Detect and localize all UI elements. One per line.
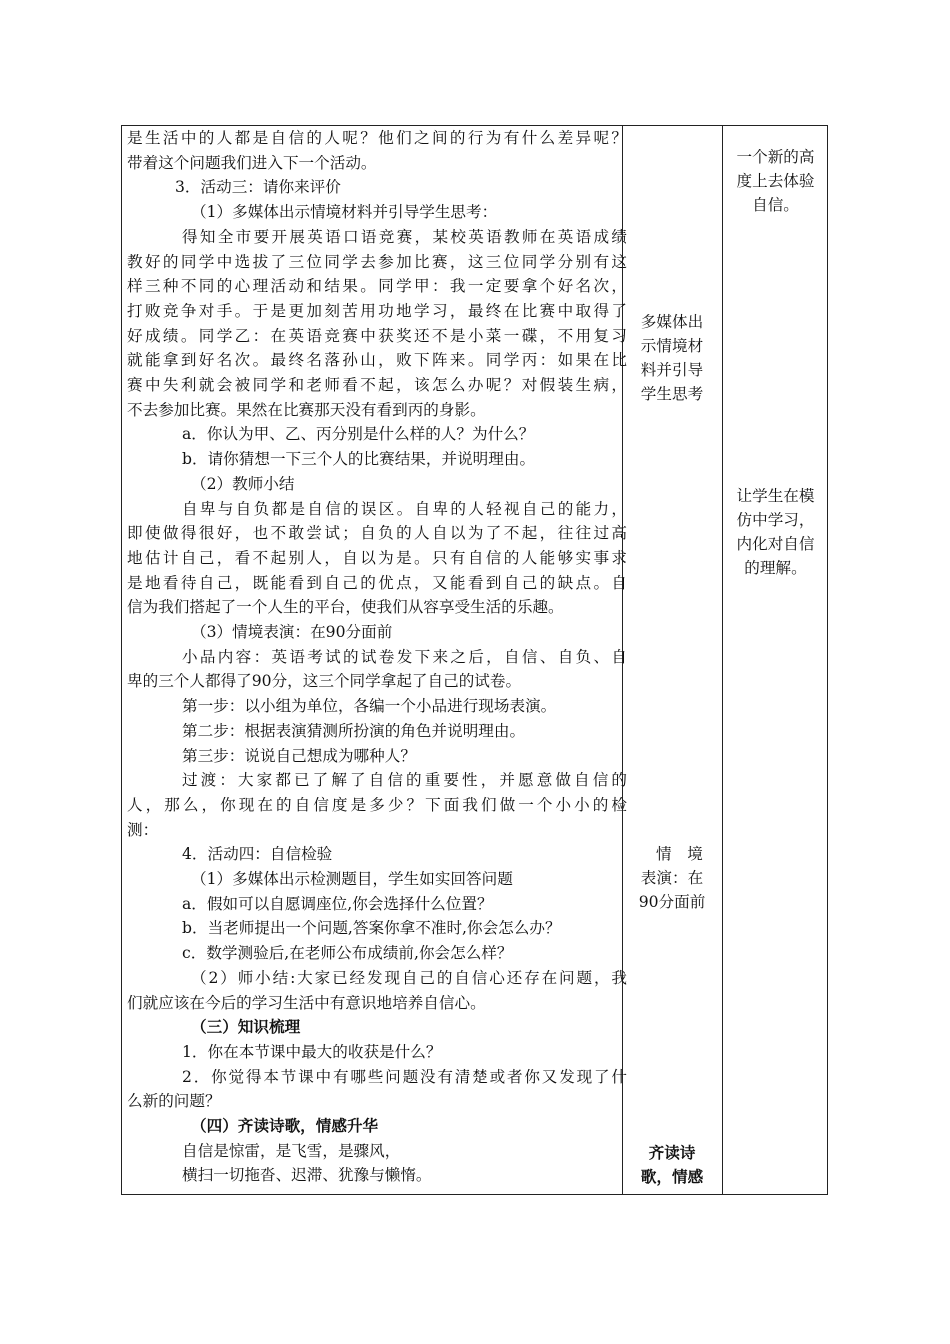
text-line: 么新的问题？ <box>127 1092 221 1111</box>
note-line: 一个新的高 <box>736 148 815 166</box>
text-line: 小品内容：英语考试的试卷发下来之后，自信、自负、自 <box>182 647 627 666</box>
text-line: 是生活中的人都是自信的人呢？他们之间的行为有什么差异呢？ <box>127 129 627 147</box>
text-line: 信为我们搭起了一个人生的平台，使我们从容享受生活的乐趣。 <box>127 598 564 617</box>
text-line: 自卑与自负都是自信的误区。自卑的人轻视自己的能力， <box>182 499 627 518</box>
text-line: 3．活动三：请你来评价 <box>175 178 341 197</box>
text-line: c．数学测验后,在老师公布成绩前,你会怎么样？ <box>182 944 513 963</box>
teaching-process-column <box>122 126 630 1194</box>
design-intent-column <box>722 126 829 1194</box>
text-line: 打败竞争对手。于是更加刻苦用功地学习，最终在比赛中取得了 <box>127 301 627 320</box>
text-line: 第一步：以小组为单位，各编一个小品进行现场表演。 <box>182 697 557 716</box>
text-line: 4．活动四：自信检验 <box>182 845 333 864</box>
note-line: 料并引导 <box>640 361 704 379</box>
note-line: 90分面前 <box>638 893 706 911</box>
note-line: 情 境 <box>656 845 703 863</box>
text-line: 测： <box>127 820 159 839</box>
text-line: 带着这个问题我们进入下一个活动。 <box>127 153 377 172</box>
text-line: 是地看待自己，既能看到自己的优点，又能看到自己的缺点。自 <box>127 573 627 592</box>
text-line: 卑的三个人都得了90分，这三个同学拿起了自己的试卷。 <box>127 672 522 691</box>
text-line: 第二步：根据表演猜测所扮演的角色并说明理由。 <box>182 721 526 740</box>
note-line: 自信。 <box>752 196 799 214</box>
text-line: 1．你在本节课中最大的收获是什么？ <box>182 1042 442 1061</box>
text-line: 地估计自己，看不起别人，自以为是。只有自信的人能够实事求 <box>127 548 627 567</box>
text-line: 样三种不同的心理活动和结果。同学甲：我一定要拿个好名次， <box>127 277 627 296</box>
text-line: 不去参加比赛。果然在比赛那天没有看到丙的身影。 <box>127 400 486 419</box>
text-line: （四）齐读诗歌，情感升华 <box>191 1116 379 1135</box>
text-line: （2）师小结:大家已经发现自己的自信心还存在问题，我 <box>191 968 627 987</box>
intent-note-imitation <box>722 484 829 580</box>
note-line: 歌，情感 <box>640 1167 704 1186</box>
note-line: 示情境材 <box>640 337 704 355</box>
note-line: 齐读诗 <box>648 1143 696 1162</box>
note-line: 内化对自信 <box>736 535 815 553</box>
text-line: 人，那么，你现在的自信度是多少？下面我们做一个小小的检 <box>127 795 627 814</box>
text-line: 横扫一切拖沓、迟滞、犹豫与懒惰。 <box>182 1166 432 1185</box>
note-line: 的理解。 <box>744 559 807 577</box>
text-line: 自信是惊雷，是飞雪，是骤风， <box>182 1141 401 1160</box>
text-line: （三）知识梳理 <box>191 1017 301 1037</box>
text-line: 即使做得很好，也不敢尝试；自负的人自以为了不起，往往过高 <box>127 524 627 543</box>
text-line: 过渡：大家都已了解了自信的重要性，并愿意做自信的 <box>182 771 627 790</box>
text-line: b．请你猜想一下三个人的比赛结果，并说明理由。 <box>182 450 536 469</box>
teacher-note-multimedia <box>622 310 722 406</box>
lesson-plan-table <box>121 125 828 1195</box>
intent-note-experience <box>722 145 829 217</box>
note-line: 度上去体验 <box>736 172 815 190</box>
text-line: a．假如可以自愿调座位,你会选择什么位置？ <box>182 894 493 913</box>
text-line: 就能拿到好名次。最终名落孙山，败下阵来。同学丙：如果在比 <box>127 351 627 370</box>
text-line: 得知全市要开展英语口语竞赛，某校英语教师在英语成绩 <box>182 227 627 246</box>
teacher-activity-column <box>622 126 722 1194</box>
note-line: 多媒体出 <box>640 313 704 331</box>
note-line: 学生思考 <box>640 385 704 403</box>
text-line: 2．你觉得本节课中有哪些问题没有清楚或者你又发现了什 <box>182 1067 627 1086</box>
text-line: 赛中失利就会被同学和老师看不起，该怎么办呢？对假装生病， <box>127 376 627 394</box>
note-line: 让学生在模 <box>736 487 815 505</box>
text-line: 教好的同学中选拔了三位同学去参加比赛，这三位同学分别有这 <box>127 252 627 271</box>
teacher-note-poem <box>622 1141 722 1189</box>
note-line: 仿中学习， <box>736 511 815 529</box>
text-line: 们就应该在今后的学习生活中有意识地培养自信心。 <box>127 993 486 1012</box>
text-line: 第三步：说说自己想成为哪种人？ <box>182 746 416 765</box>
note-line: 表演：在 <box>640 869 704 887</box>
text-line: （1）多媒体出示情境材料并引导学生思考： <box>191 203 498 222</box>
text-line: a．你认为甲、乙、丙分别是什么样的人？为什么？ <box>182 425 535 444</box>
text-line: （3）情境表演：在90分面前 <box>191 623 393 641</box>
text-line: b．当老师提出一个问题,答案你拿不准时,你会怎么办？ <box>182 919 561 938</box>
text-line: （1）多媒体出示检测题目，学生如实回答问题 <box>191 870 513 888</box>
text-line: （2）教师小结 <box>191 474 295 493</box>
teacher-note-performance <box>622 842 722 914</box>
text-line: 好成绩。同学乙：在英语竞赛中获奖还不是小菜一碟，不用复习 <box>127 326 627 345</box>
